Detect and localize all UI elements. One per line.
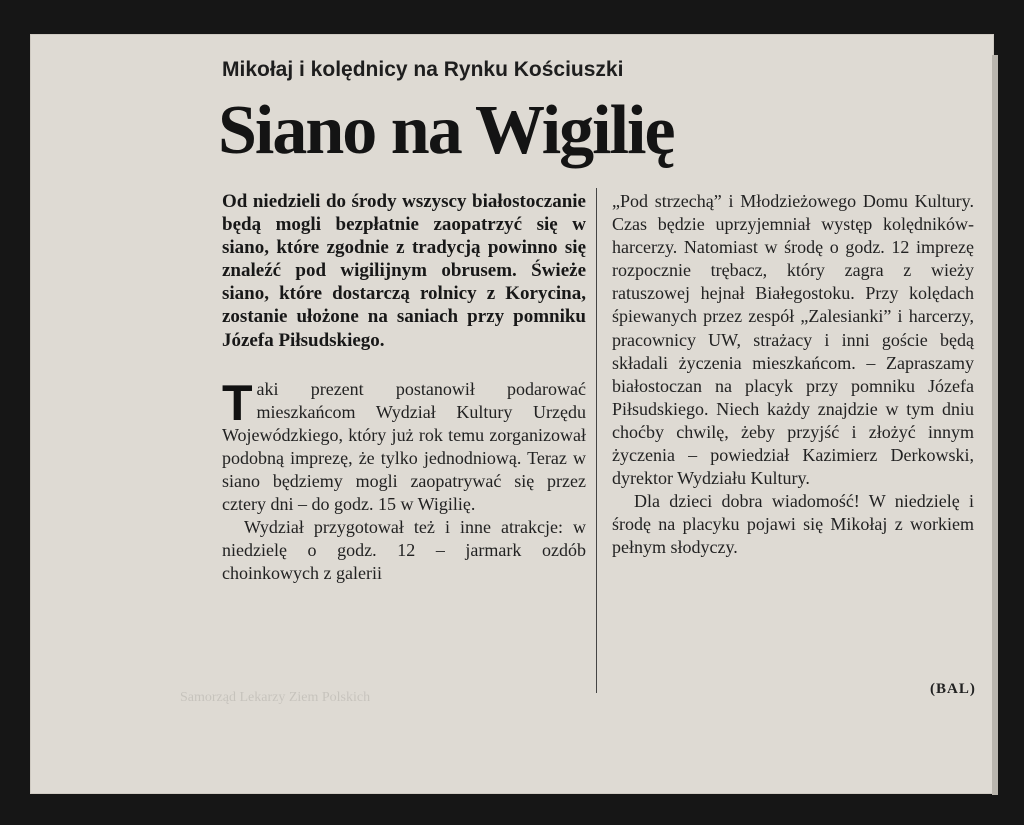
article-paragraph-4: Dla dzieci dobra wiadomość! W niedzielę i środę na placyku pojawi się Mikołaj z workiem pełnym słodyczy. <box>612 491 974 558</box>
drop-cap: T <box>222 374 253 431</box>
article-column-right <box>612 190 974 560</box>
paragraph-1-text: aki prezent postanowił podarować mieszkańcom Wydział Kultury Urzędu Wojewódzkiego, który już rok temu zorganizował podobną imprezę, że tylko jednodniową. Teraz w siano będziemy mogli zaopatrywać się przez cztery dni – do godz. 15 w Wigilię. <box>222 378 586 515</box>
bleed-through-text: Samorząd Lekarzy Ziem Polskich <box>180 690 371 705</box>
paper-edge-strip <box>992 55 998 795</box>
author-signature: (BAL) <box>930 681 976 697</box>
article-paragraph-3: „Pod strzechą” i Młodzieżowego Domu Kultury. Czas będzie uprzyjemniał występ kolędników-harcerzy. Natomiast w środę o godz. 12 imprezę rozpocznie trębacz, który zagra z wieży ratuszowej hejnał Białegostoku. Przy kolędach śpiewanych przez zespół „Zalesianki” i harcerzy, pracownicy UW, strażacy i inni goście będą składali życzenia mieszkańcom. – Zapraszamy białostoczan na placyk przy pomniku Józefa Piłsudskiego. Niech każdy znajdzie w tym dniu choćby chwilę, żeby przyjść i złożyć innym życzenia – powiedział Kazimierz Derkowski, dyrektor Wydziału Kultury. <box>612 191 974 489</box>
article-paragraph-1 <box>222 374 586 517</box>
column-divider <box>596 188 597 693</box>
article-lead: Od niedzieli do środy wszyscy białostoczanie będą mogli bezpłatnie zaopatrzyć się w siano, które zgodnie z tradycją powinno się znaleźć pod wigilijnym obrusem. Świeże siano, które dostarczą rolnicy z Korycina, zostanie ułożone na saniach przy pomniku Józefa Piłsudskiego. <box>222 191 586 351</box>
article-kicker: Mikołaj i kolędnicy na Rynku Kościuszki <box>222 58 624 81</box>
article-headline: Siano na Wigilię <box>218 92 674 169</box>
article-column-left <box>222 190 586 586</box>
article-paragraph-2: Wydział przygotował też i inne atrakcje: w niedzielę o godz. 12 – jarmark ozdób choinkowych z galerii <box>222 517 586 584</box>
